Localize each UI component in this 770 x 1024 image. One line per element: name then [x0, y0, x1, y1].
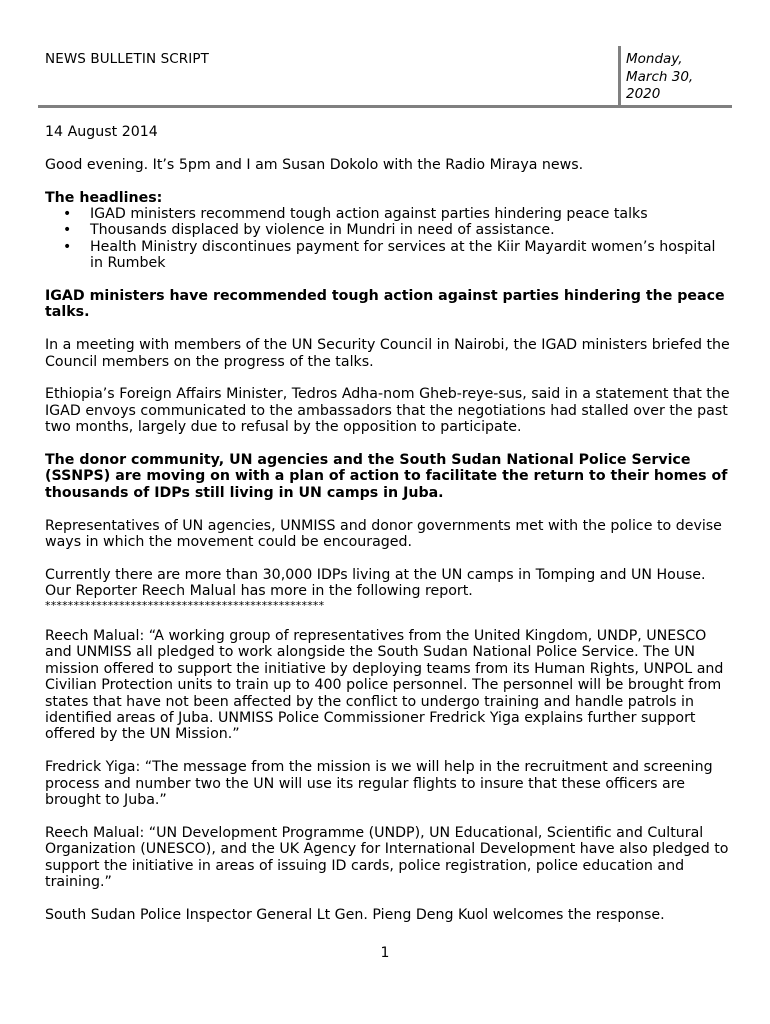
- headline-text: Health Ministry discontinues payment for services at the Kiir Mayardit women’s hospital in Rumbek: [90, 238, 716, 272]
- headlines-list: [45, 206, 730, 272]
- header-date-line-2: March 30,: [626, 68, 694, 85]
- separator: *************************************************: [45, 598, 325, 612]
- header-date-line-3: 2020: [626, 86, 661, 102]
- header-title: NEWS BULLETIN SCRIPT: [45, 51, 209, 67]
- story2-paragraph-1: Representatives of UN agencies, UNMISS and donor governments met with the police to devise ways in which the movement could be encouraged.: [45, 517, 722, 551]
- headlines-title: The headlines:: [45, 189, 163, 206]
- header-date: [626, 51, 693, 104]
- story1-heading: IGAD ministers have recommended tough action against parties hindering the peace talks.: [45, 288, 725, 321]
- bullet-icon: •: [63, 222, 72, 239]
- header-horizontal-rule: [38, 105, 732, 108]
- headline-text: IGAD ministers recommend tough action against parties hindering peace talks: [90, 206, 648, 222]
- report-paragraph-2: Fredrick Yiga: “The message from the mission is we will help in the recruitment and screening process and number two the UN will use its regular flights to insure that these officers are brought to Juba.”: [45, 759, 713, 809]
- report-paragraph-1: Reech Malual: “A working group of representatives from the United Kingdom, UNDP, UNESCO and UNMISS all pledged to work alongside the South Sudan National Police Service. The UN mission offered to support the initiative by deploying teams from its Human Rights, UNPOL and Civilian Protection units to train up to 400 police personnel. The personnel will be brought from states that have not been affected by the conflict to undergo training and handle patrols in identified areas of Juba. UNMISS Police Commissioner Fredrick Yiga explains further support offered by the UN Mission.”: [45, 628, 724, 743]
- story2-paragraph-2: Currently there are more than 30,000 IDPs living at the UN camps in Tomping and UN House. Our Reporter Reech Malual has more in the following report.: [45, 566, 706, 600]
- list-item: [63, 222, 730, 239]
- header-vertical-rule: [618, 46, 621, 105]
- bullet-icon: •: [63, 206, 72, 222]
- bullet-icon: •: [63, 238, 72, 255]
- story1-paragraph-1: In a meeting with members of the UN Security Council in Nairobi, the IGAD ministers briefed the Council members on the progress of the talks.: [45, 337, 730, 370]
- bulletin-date: 14 August 2014: [45, 124, 158, 140]
- greeting: Good evening. It’s 5pm and I am Susan Dokolo with the Radio Miraya news.: [45, 156, 584, 173]
- document-body: [45, 124, 730, 940]
- report-paragraph-3: Reech Malual: “UN Development Programme (UNDP), UN Educational, Scientific and Cultural Organization (UNESCO), and the UK Agency for International Development have also pledged to support the initiative in areas of issuing ID cards, police registration, police education and training.”: [45, 824, 729, 891]
- page-number: 1: [380, 945, 390, 961]
- list-item: [63, 238, 730, 272]
- headline-text: Thousands displaced by violence in Mundri in need of assistance.: [90, 222, 555, 239]
- story2-heading: The donor community, UN agencies and the South Sudan National Police Service (SSNPS) are moving on with a plan of action to facilitate the return to their homes of thousands of IDPs still living in UN camps in Juba.: [45, 452, 728, 501]
- report-paragraph-4: South Sudan Police Inspector General Lt Gen. Pieng Deng Kuol welcomes the response.: [45, 906, 665, 923]
- header-date-line-1: Monday,: [626, 51, 683, 67]
- list-item: [63, 206, 730, 222]
- story1-paragraph-2: Ethiopia’s Foreign Affairs Minister, Tedros Adha-nom Gheb-reye-sus, said in a statement that the IGAD envoys communicated to the ambassadors that the negotiations had stalled over the past two months, largely due to refusal by the opposition to participate.: [45, 386, 730, 436]
